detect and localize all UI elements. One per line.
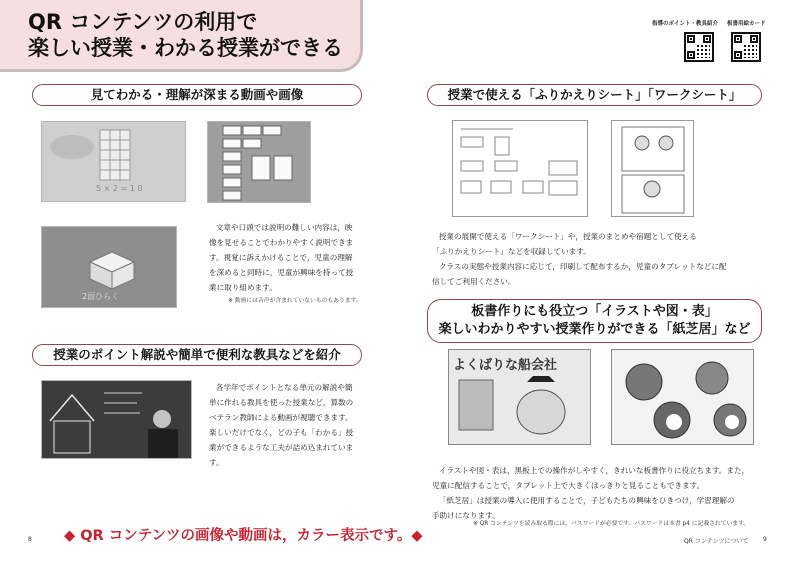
cards-photo (207, 121, 311, 203)
section2-text-line: ベテラン教師による動画が視聴できます。 (209, 413, 353, 422)
qr-code-icon[interactable] (684, 32, 714, 62)
section1-text-line: す。視覚に訴えかけることで，児童の理解 (209, 253, 353, 262)
review-sheet-illustration (612, 121, 694, 217)
section2-text-line: す。 (209, 458, 224, 467)
blackboard-illustration (42, 381, 192, 459)
section2-text-line: 単に作れる教具を使った授業など，算数の (209, 398, 354, 407)
page-number-right: 9 (763, 536, 767, 543)
section1-text-line: 業に取り組めます。 (209, 283, 277, 292)
section-heading-illustrations (427, 299, 762, 343)
teacher-video-photo (41, 380, 192, 459)
illustration-title: よくばりな船会社 (453, 358, 558, 373)
section4-heading-line2: 楽しいわかりやすい授業作りができる「紙芝居」など (438, 322, 751, 337)
section4-body (432, 463, 772, 523)
section2-body (209, 380, 374, 470)
color-notice-banner: ◆ QR コンテンツの画像や動画は，カラー表示です。◆ (64, 528, 423, 544)
section2-text-line: 業ができるような工夫が詰め込まれていま (209, 443, 354, 452)
section3-text-line: 授業の展開で使える「ワークシート」や，授業のまとめや宿題として使える (438, 232, 697, 241)
section4-text-line: 手助けになります。 (432, 511, 500, 520)
review-sheet-thumbnail (611, 120, 694, 217)
photo-caption-net: 2面ひらく (82, 292, 120, 301)
section-heading-videos: 見てわかる・理解が深まる動画や画像 (32, 84, 362, 106)
section-heading-worksheets: 授業で使える「ふりかえりシート」「ワークシート」 (427, 84, 762, 106)
kamishibai-illustration-2 (611, 349, 754, 445)
cards-illustration (208, 122, 311, 203)
section4-text-line: 児童に配信することで，タブレット上で大きくはっきりと見ることもできます。 (432, 481, 705, 490)
section1-text-line: 文章や口頭では説明の難しい内容は，映 (215, 223, 353, 232)
qr-code-icon[interactable] (731, 32, 761, 62)
worksheet-thumbnail (452, 120, 588, 217)
section1-text-line: 像を見せることでわかりやすく説明できま (209, 238, 354, 247)
section4-text-line: 「紙芝居」は授業の導入に使用することで，子どもたちの興味をひきつけ，学習理解の (438, 496, 735, 505)
kamishibai-illustration-1 (448, 349, 591, 445)
section3-text-line: クラスの実態や授業内容に応じて，印刷して配布するか，児童のタブレットなどに配 (438, 262, 727, 271)
section3-text-line: 信してご利用ください。 (432, 277, 516, 286)
section3-body (432, 229, 772, 289)
section2-text-line: 各学年でポイントとなる単元の解説や簡 (215, 383, 353, 392)
tanuki-illustration (612, 350, 754, 445)
section1-text-line: を深めると同時に，児童が興味を持って授 (209, 268, 354, 277)
photo-caption-equation: 5 × 2 = 1 0 (96, 184, 143, 193)
qr-label-points: 指導のポイント・教具紹介 (652, 21, 719, 27)
page-title-line2: 楽しい授業・わかる授業ができる (28, 36, 343, 60)
worksheet-illustration (453, 121, 588, 217)
section2-text-line: 楽しいだけでなく，どの子も「わかる」授 (209, 428, 354, 437)
section1-body (209, 220, 374, 295)
password-note: ※ QR コンテンツを読み取る際には，パスワードが必要です。パスワードは本書 p4 に記載されています。 (473, 521, 750, 527)
section3-text-line: 「ふりかえりシート」などを収録しています。 (432, 247, 591, 256)
page-number-left: 8 (28, 536, 32, 543)
section4-heading-line1: 板書作りにも役立つ「イラストや図・表」 (471, 304, 718, 319)
section1-note: ※ 動画には音声が含まれていないものもあります。 (228, 298, 362, 304)
page-title-line1: QR コンテンツの利用で (28, 10, 258, 34)
section-heading-teaching-tips: 授業のポイント解説や簡単で便利な教具などを紹介 (32, 344, 362, 366)
footer-label: QR コンテンツについて (684, 538, 749, 545)
section4-text-line: イラストや図・表は，黒板上での操作がしやすく，きれいな板書作りに役立ちます。また， (438, 466, 750, 475)
qr-label-cards: 板書用絵カード (727, 21, 766, 27)
